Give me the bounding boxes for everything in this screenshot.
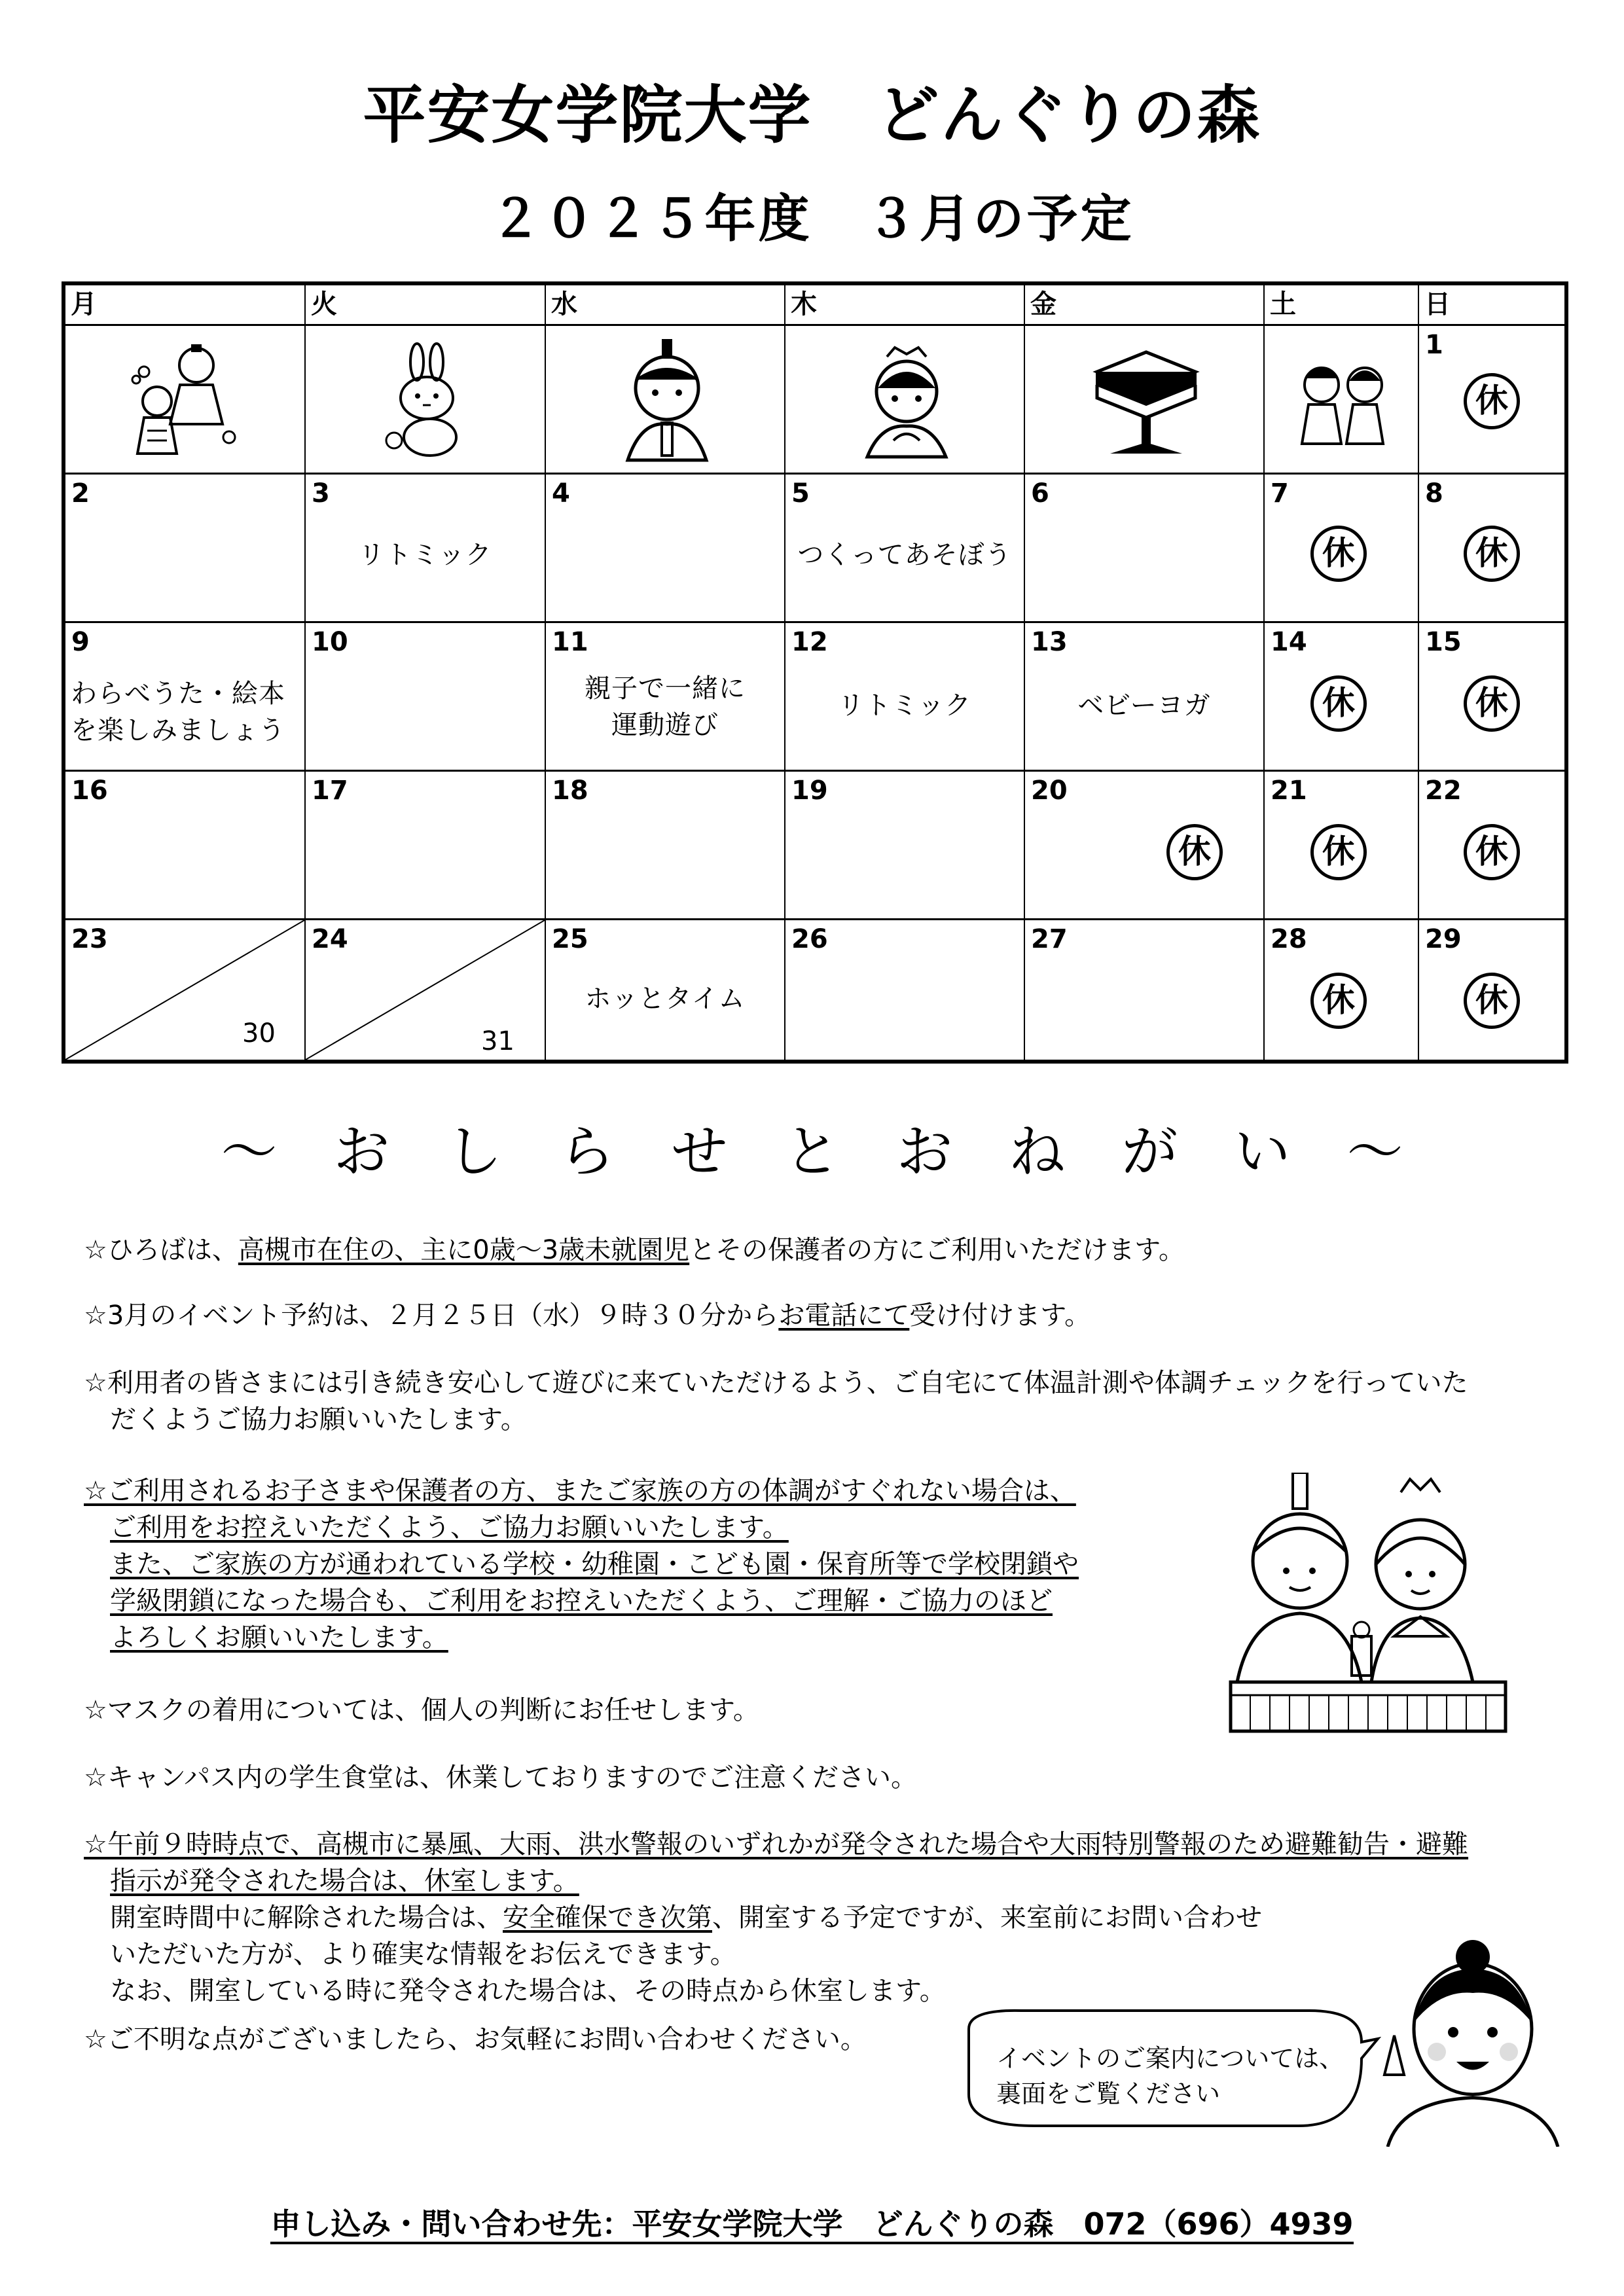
weekday-sun: 日 xyxy=(1419,285,1564,326)
notice-line: なお、開室している時に発令された場合は、その時点から休室します。 xyxy=(110,1976,946,2006)
notice-cafeteria: ☆キャンパス内の学生食堂は、休業しておりますのでご注意ください。 xyxy=(84,1763,918,1793)
day-cell-29 xyxy=(1419,920,1564,1060)
day-cell-8 xyxy=(1419,475,1564,623)
notice-line: 指示が発令された場合は、休室します。 xyxy=(110,1866,579,1896)
notice-text: ☆ひろばは、 xyxy=(84,1235,238,1265)
day-number: 28 xyxy=(1271,924,1307,954)
speech-bubble-line: イベントのご案内については、 xyxy=(996,2044,1344,2073)
day-number: 8 xyxy=(1425,478,1443,509)
holiday-mark: 休 xyxy=(1310,675,1367,732)
day-number: 10 xyxy=(312,627,348,657)
event-label: ベビーヨガ xyxy=(1077,691,1211,721)
weekday-sat: 土 xyxy=(1265,285,1419,326)
day-number: 13 xyxy=(1031,627,1068,657)
holiday-mark: 休 xyxy=(1464,824,1520,880)
holiday-mark: 休 xyxy=(1464,973,1520,1029)
event-label: リトミック xyxy=(358,540,492,570)
weekday-thu: 木 xyxy=(785,285,1025,326)
day-number: 16 xyxy=(71,776,108,806)
notice-text: ☆3月のイベント予約は、２月２５日（水）９時３０分から xyxy=(84,1300,779,1331)
notice-line: 学級閉鎖になった場合も、ご利用をお控えいただくよう、ご理解・ご協力のほど xyxy=(110,1586,1053,1616)
notice-heading: ～ お し ら せ と お ね が い ～ xyxy=(221,1119,1403,1185)
staff-woman-illustration-icon xyxy=(1375,1937,1564,2147)
notice-line: ☆利用者の皆さまには引き続き安心して遊びに来ていただけるよう、ご自宅にて体温計測や体調チェックを行っていた xyxy=(84,1368,1468,1398)
day-cell-5 xyxy=(785,475,1025,623)
notice-line: ☆ご利用されるお子さまや保護者の方、またご家族の方の体調がすぐれない場合は、 xyxy=(84,1476,1076,1506)
day-number: 15 xyxy=(1425,627,1462,657)
day-number: 19 xyxy=(791,776,828,806)
hishimochi-illustration-icon xyxy=(1091,346,1202,457)
contact-footer xyxy=(0,2200,1624,2244)
contact-footer-text: 申し込み・問い合わせ先：平安女学院大学 どんぐりの森 072（696）4939 xyxy=(270,2206,1353,2244)
notice-weather xyxy=(84,1826,1468,2009)
day-number: 12 xyxy=(791,627,828,657)
event-label: つくってあそぼう xyxy=(797,540,1012,570)
day-number: 23 xyxy=(71,924,108,954)
day-cell-18 xyxy=(546,772,785,920)
day-number: 14 xyxy=(1271,627,1307,657)
day-cell-15 xyxy=(1419,623,1564,772)
day-cell-4 xyxy=(546,475,785,623)
day-number: 9 xyxy=(71,627,90,657)
notice-eligibility xyxy=(84,1232,1185,1268)
ohina-sama-illustration-icon xyxy=(854,342,959,460)
day-cell-9 xyxy=(65,623,306,772)
day-cell-19 xyxy=(785,772,1025,920)
day-number-secondary: 30 xyxy=(242,1018,276,1049)
calendar-table xyxy=(62,281,1568,1064)
notice-underlined-text: お電話にて xyxy=(778,1300,910,1331)
day-number: 27 xyxy=(1031,924,1068,954)
notice-text: 、開室する予定ですが、来室前にお問い合わせ xyxy=(712,1903,1262,1933)
page-title: 平安女学院大学 どんぐりの森 xyxy=(363,79,1261,152)
holiday-mark: 休 xyxy=(1464,675,1520,732)
hina-dolls-illustration-icon xyxy=(118,339,255,463)
day-number: 5 xyxy=(791,478,810,509)
notice-mask: ☆マスクの着用については、個人の判断にお任せします。 xyxy=(84,1695,759,1725)
day-number: 1 xyxy=(1425,330,1443,360)
weekday-tue: 火 xyxy=(306,285,546,326)
odairi-sama-illustration-icon xyxy=(615,339,719,463)
day-number: 20 xyxy=(1031,776,1068,806)
page-subtitle: ２０２５年度 ３月の予定 xyxy=(490,190,1134,249)
day-cell-16 xyxy=(65,772,306,920)
bunny-illustration-icon xyxy=(368,342,486,460)
day-number: 29 xyxy=(1425,924,1462,954)
day-cell-17 xyxy=(306,772,546,920)
day-cell-25 xyxy=(546,920,785,1060)
day-cell-14 xyxy=(1265,623,1419,772)
day-cell-22 xyxy=(1419,772,1564,920)
event-label-line1: わらべうた・絵本 xyxy=(71,679,285,709)
cell-illustration-odairi xyxy=(546,326,785,475)
day-cell-1 xyxy=(1419,326,1564,475)
day-cell-13 xyxy=(1025,623,1265,772)
small-hina-dolls-illustration-icon xyxy=(1294,352,1392,450)
day-cell-6 xyxy=(1025,475,1265,623)
day-number: 25 xyxy=(552,924,588,954)
notice-line: よろしくお願いいたします。 xyxy=(110,1623,448,1653)
cell-illustration-hishimochi xyxy=(1025,326,1265,475)
day-number: 21 xyxy=(1271,776,1307,806)
day-cell-10 xyxy=(306,623,546,772)
day-number: 24 xyxy=(312,924,348,954)
day-number: 17 xyxy=(312,776,348,806)
day-cell-23-30 xyxy=(65,920,306,1060)
notice-illness xyxy=(84,1473,1079,1656)
notice-contact: ☆ご不明な点がございましたら、お気軽にお問い合わせください。 xyxy=(84,2024,867,2054)
notice-underlined-text: 安全確保でき次第 xyxy=(503,1903,712,1933)
day-cell-2 xyxy=(65,475,306,623)
hina-dolls-on-stand-illustration-icon xyxy=(1224,1473,1512,1734)
day-cell-7 xyxy=(1265,475,1419,623)
day-cell-3 xyxy=(306,475,546,623)
holiday-mark: 休 xyxy=(1464,373,1520,429)
day-number: 11 xyxy=(552,627,588,657)
notice-line: だくようご協力お願いいたします。 xyxy=(110,1405,527,1435)
day-cell-11 xyxy=(546,623,785,772)
speech-bubble-text xyxy=(996,2041,1344,2111)
event-label-line1: 親子で一緒に xyxy=(585,673,746,704)
holiday-mark: 休 xyxy=(1310,526,1367,582)
cell-illustration-hina-couple xyxy=(65,326,306,475)
day-cell-21 xyxy=(1265,772,1419,920)
weekday-mon: 月 xyxy=(65,285,306,326)
notice-text: とその保護者の方にご利用いただけます。 xyxy=(689,1235,1185,1265)
holiday-mark: 休 xyxy=(1310,973,1367,1029)
holiday-mark: 休 xyxy=(1166,824,1223,880)
day-cell-28 xyxy=(1265,920,1419,1060)
day-cell-12 xyxy=(785,623,1025,772)
day-cell-24-31 xyxy=(306,920,546,1060)
notice-health-check xyxy=(84,1365,1468,1438)
day-number: 6 xyxy=(1031,478,1049,509)
event-label-line2: 運動遊び xyxy=(611,710,719,740)
day-number: 4 xyxy=(552,478,570,509)
notice-text: 受け付けます。 xyxy=(909,1300,1091,1331)
day-cell-20 xyxy=(1025,772,1265,920)
event-label: ホッとタイム xyxy=(585,984,746,1014)
notice-line: いただいた方が、より確実な情報をお伝えできます。 xyxy=(110,1939,736,1969)
day-cell-27 xyxy=(1025,920,1265,1060)
day-number: 2 xyxy=(71,478,90,509)
cell-illustration-bunny xyxy=(306,326,546,475)
day-number: 7 xyxy=(1271,478,1289,509)
notice-line: ご利用をお控えいただくよう、ご協力お願いいたします。 xyxy=(110,1513,789,1543)
holiday-mark: 休 xyxy=(1464,526,1520,582)
holiday-mark: 休 xyxy=(1310,824,1367,880)
day-number: 22 xyxy=(1425,776,1462,806)
notice-underlined-text: 高槻市在住の、主に0歳～3歳未就園児 xyxy=(238,1235,690,1265)
cell-illustration-ohina xyxy=(785,326,1025,475)
notice-line: また、ご家族の方が通われている学校・幼稚園・こども園・保育所等で学校閉鎖や xyxy=(110,1549,1079,1579)
weekday-wed: 水 xyxy=(546,285,785,326)
cell-illustration-small-dolls xyxy=(1265,326,1419,475)
notice-reservation xyxy=(84,1297,1091,1334)
notice-line: ☆午前９時時点で、高槻市に暴風、大雨、洪水警報のいずれかが発令された場合や大雨特別警報のため避難勧告・避難 xyxy=(84,1829,1469,1859)
event-label: リトミック xyxy=(837,691,972,721)
notice-text: 開室時間中に解除された場合は、 xyxy=(110,1903,503,1933)
day-number: 18 xyxy=(552,776,588,806)
day-number: 26 xyxy=(791,924,828,954)
event-label-line2: を楽しみましょう xyxy=(71,715,285,745)
speech-bubble-line: 裏面をご覧ください xyxy=(996,2079,1221,2108)
day-cell-26 xyxy=(785,920,1025,1060)
weekday-fri: 金 xyxy=(1025,285,1265,326)
day-number-secondary: 31 xyxy=(481,1026,514,1056)
day-number: 3 xyxy=(312,478,330,509)
